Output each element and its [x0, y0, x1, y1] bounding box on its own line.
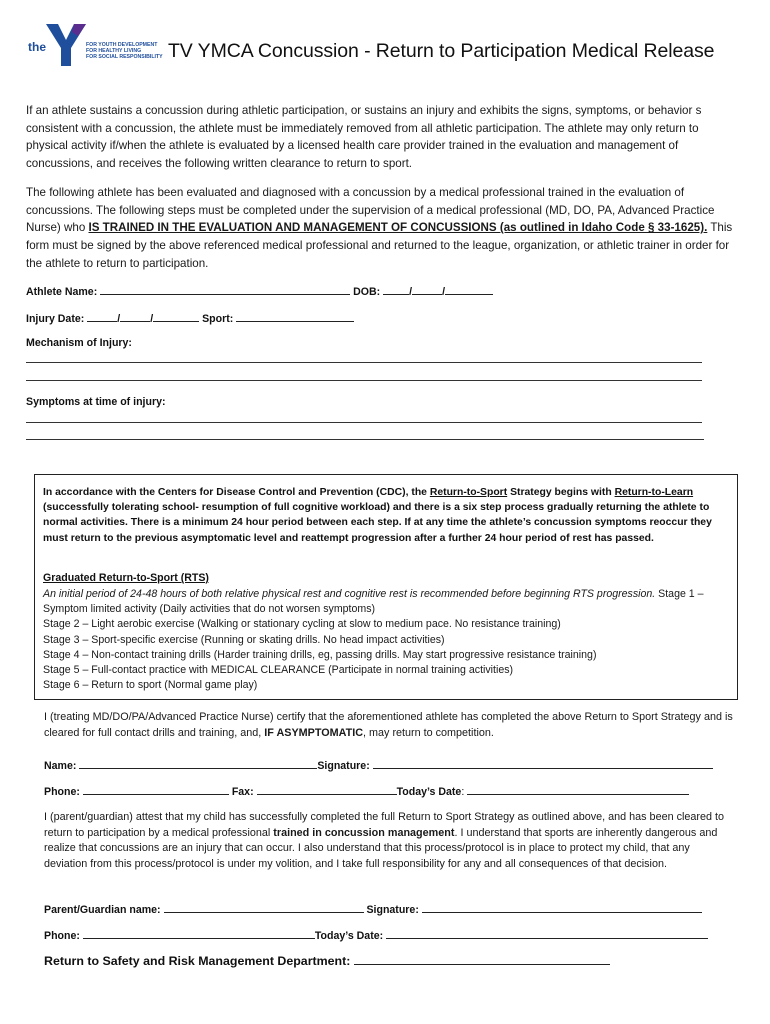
provider-name-row: Name: Signature:	[44, 758, 713, 772]
stage-4: Stage 4 – Non-contact training drills (Harder training drills, eg, passing drills. May start progressive resistance training)	[43, 648, 597, 661]
page-title: TV YMCA Concussion - Return to Participation Medical Release	[168, 40, 715, 62]
cdc-intro: In accordance with the Centers for Disease Control and Prevention (CDC), the Return-to-Sport Strategy begins with Return-to-Learn (successfully tolerating school- resumption of full cognitive workload) and there is a six step process gradually returning the athlete to normal activities. There is a minimum 24 hour period between each step. If at any time the athlete’s concussion symptoms reoccur they must return to the previous asymptomatic level and reattempt progression after a further 24 hour period of rest has passed.	[43, 487, 712, 544]
injury-month-field[interactable]	[87, 311, 117, 322]
stage-5: Stage 5 – Full-contact practice with MEDICAL CLEARANCE (Participate in normal training activities)	[43, 664, 514, 677]
provider-certification: I (treating MD/DO/PA/Advanced Practice Nurse) certify that the aforementioned athlete has completed the above Return to Sport Strategy and is cleared for full contact drills and training, and, IF ASYMPTOMATIC, may return to competition.	[44, 711, 733, 739]
logo-word: the	[28, 40, 46, 54]
evaluation-paragraph: The following athlete has been evaluated and diagnosed with a concussion by a medical professional trained in the evaluation of concussions. The following steps must be completed under the supervision of a medical professional (MD, DO, PA, Advanced Practice Nurse) who IS TRAINED IN THE EVALUATION AND MANAGEMENT OF CONCUSSIONS (as outlined in Idaho Code § 33-1625). This form must be signed by the above referenced medical professional and returned to the league, organization, or athletic trainer in order for the athlete to return to participation.	[26, 186, 733, 270]
symptoms-line-1[interactable]	[26, 422, 702, 423]
guardian-name-field[interactable]	[164, 902, 364, 913]
ymca-y-icon	[44, 22, 88, 68]
symptoms-label: Symptoms at time of injury:	[26, 396, 166, 408]
logo-tagline: FOR YOUTH DEVELOPMENT FOR HEALTHY LIVING FOR SOCIAL RESPONSIBILITY	[86, 42, 163, 61]
injury-day-field[interactable]	[120, 311, 150, 322]
idaho-code-reference: IS TRAINED IN THE EVALUATION AND MANAGEMENT OF CONCUSSIONS (as outlined in Idaho Code § 33-1625).	[88, 221, 708, 235]
sport-field[interactable]	[236, 311, 354, 322]
rts-strategy-box	[34, 474, 738, 700]
provider-date-field[interactable]	[467, 784, 689, 795]
intro-paragraph: If an athlete sustains a concussion during athletic participation, or sustains an injury and exhibits the signs, symptoms, or behavior s consistent with a concussion, the athlete must be immediately removed from all athletic participation. The athlete may only return to physical activity if/when the athlete is evaluated by a licensed health care provider trained in the evaluation and management of concussions, and receives the following written clearance to return to sport.	[26, 104, 702, 171]
athlete-name-row: Athlete Name: DOB: / /	[26, 284, 493, 298]
provider-phone-field[interactable]	[83, 784, 229, 795]
injury-year-field[interactable]	[153, 311, 199, 322]
guardian-phone-row: Phone: Today’s Date:	[44, 928, 708, 942]
provider-name-field[interactable]	[79, 758, 317, 769]
rts-heading: Graduated Return-to-Sport (RTS)	[43, 572, 209, 584]
department-field[interactable]	[354, 952, 610, 965]
mechanism-line-2[interactable]	[26, 380, 702, 381]
rest-note: An initial period of 24-48 hours of both relative physical rest and cognitive rest is recommended before beginning RTS progression.	[43, 588, 656, 600]
stage-2: Stage 2 – Light aerobic exercise (Walking or stationary cycling at slow to medium pace. No resistance training)	[43, 618, 561, 631]
guardian-phone-field[interactable]	[83, 928, 315, 939]
provider-signature-field[interactable]	[373, 758, 713, 769]
mechanism-line-1[interactable]	[26, 362, 702, 363]
stage-6: Stage 6 – Return to sport (Normal game play)	[43, 679, 258, 692]
injury-date-row: Injury Date: / / Sport:	[26, 311, 354, 325]
symptoms-line-2[interactable]	[26, 439, 704, 440]
stage-3: Stage 3 – Sport-specific exercise (Running or skating drills. No head impact activities)	[43, 633, 445, 646]
mechanism-label: Mechanism of Injury:	[26, 337, 132, 349]
dob-month-field[interactable]	[383, 284, 409, 295]
stage-1: Stage 1 – Symptom limited activity (Daily activities that do not worsen symptoms)	[43, 588, 704, 616]
guardian-date-field[interactable]	[386, 928, 708, 939]
guardian-attestation: I (parent/guardian) attest that my child has successfully completed the full Return to Sport Strategy as outlined above, and has been cleared to return to participation by a medical professional trained in concussion management. I understand that sports are inherently dangerous and realize that concussions are an injury that can occur. I also understand that this process/protocol is in place to protect my child, that any deviation from this process/protocol is under my volition, and I take full responsibility for any and all consequences of that decision.	[44, 811, 724, 870]
provider-fax-field[interactable]	[257, 784, 397, 795]
dob-day-field[interactable]	[412, 284, 442, 295]
athlete-name-field[interactable]	[100, 284, 350, 295]
dob-year-field[interactable]	[445, 284, 493, 295]
ymca-logo	[28, 22, 163, 68]
return-department-row: Return to Safety and Risk Management Department:	[44, 952, 610, 968]
guardian-signature-field[interactable]	[422, 902, 702, 913]
provider-phone-row: Phone: Fax: Today’s Date:	[44, 784, 689, 798]
guardian-name-row: Parent/Guardian name: Signature:	[44, 902, 702, 916]
rts-stages	[43, 587, 723, 693]
